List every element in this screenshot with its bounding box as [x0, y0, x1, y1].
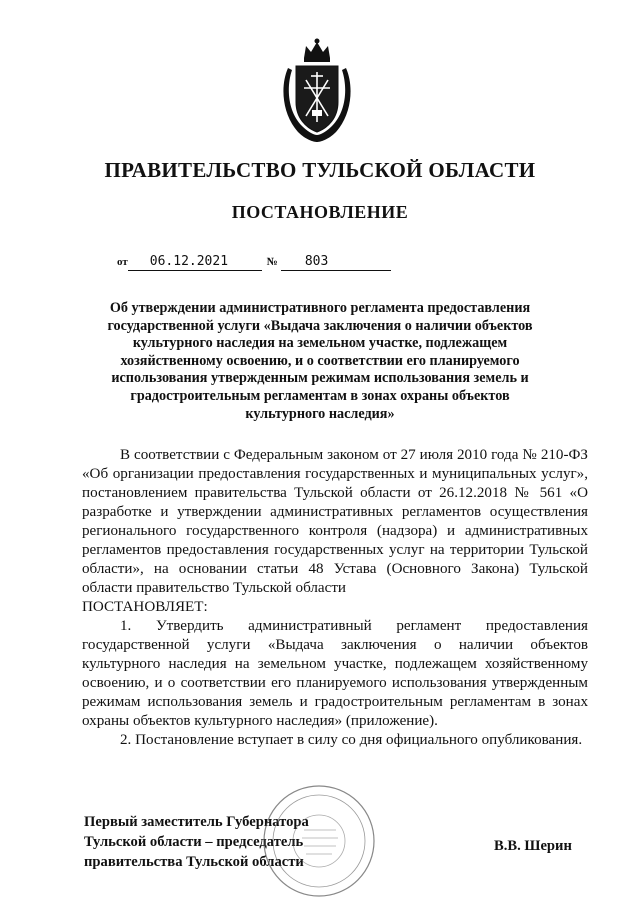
from-label: от: [117, 256, 128, 268]
government-title: ПРАВИТЕЛЬСТВО ТУЛЬСКОЙ ОБЛАСТИ: [104, 158, 536, 182]
document-type: ПОСТАНОВЛЕНИЕ: [231, 202, 409, 222]
number-label: №: [266, 256, 278, 268]
signatory-line-1: Первый заместитель Губернатора: [84, 814, 309, 830]
official-round-stamp: [260, 782, 378, 900]
document-date: 06.12.2021: [128, 254, 262, 271]
signatory-line-3: правительства Тульской области: [84, 854, 304, 870]
signatory-line-2: Тульской области – председатель: [84, 834, 304, 850]
document-number: 803: [281, 254, 391, 271]
tula-coat-of-arms-emblem: [276, 36, 358, 144]
item-1-paragraph: 1. Утвердить административный регламент предоставления государственной услуги «Выдача заключения о наличии объектов культурного наследия на земельном участке, подлежащем хозяйственному освоению, и о соответствии его планируемого использования утвержденным режимам использования земель и градостроительным регламентам в зонах охраны объектов культурного наследия» (приложение).: [82, 618, 588, 729]
resolves-line: ПОСТАНОВЛЯЕТ:: [82, 599, 208, 615]
document-date-number-line: [117, 254, 391, 271]
item-2-paragraph: 2. Постановление вступает в силу со дня официального опубликования.: [120, 732, 583, 748]
preamble-paragraph: В соответствии с Федеральным законом от 27 июля 2010 года № 210-ФЗ «Об организации предоставления государственных и муниципальных услуг», постановлением правительства Тульской области от 26.12.2018 № 561 «О разработке и утверждении административных регламентов осуществления регионального государственного контроля (надзора) и административных регламентов предоставления государственных услуг на территории Тульской области», на основании статьи 48 Устава (Основного Закона) Тульской области правительство Тульской области: [82, 447, 588, 596]
document-body: [82, 446, 588, 750]
document-subject: Об утверждении административного регламента предоставления государственной услуги «Выдача заключения о наличии объектов культурного наследия на земельном участке, подлежащем хозяйственному освоению, и о соответствии его планируемого использования утвержденным режимам использования земель и градостроительным регламентам в зонах охраны объектов культурного наследия»: [107, 300, 533, 422]
signatory-name: В.В. Шерин: [494, 838, 572, 854]
